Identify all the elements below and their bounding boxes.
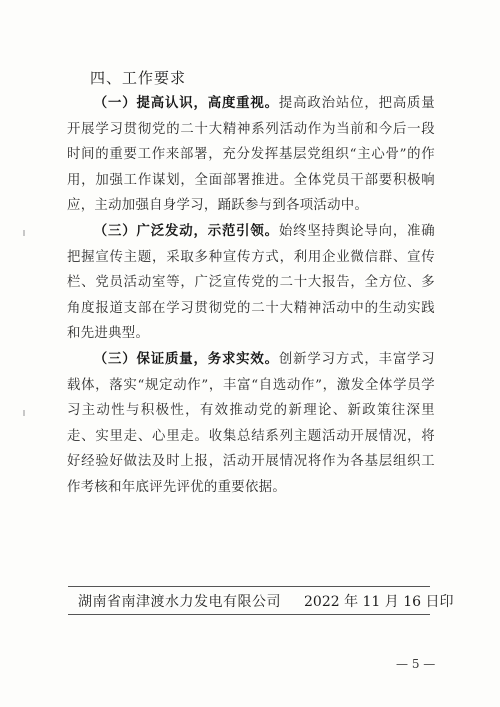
paragraph-lead: （三）保证质量，务求实效。 — [93, 351, 279, 367]
paragraph — [67, 219, 435, 347]
paragraph-text: 创新学习方式，丰富学习载体，落实“规定动作”，丰富“自选动作”，激发全体学员学习主动性与积极性，有效推动党的新理论、新政策往深里走、实里走、心里走。收集总结系列主题活动开展情况，将好经验好做法及时上报，活动开展情况将作为各基层组织工作考核和年底评先评优的重要依据。 — [67, 351, 435, 495]
paragraph — [67, 347, 435, 501]
footer-top-rule — [68, 586, 430, 587]
page-number: — 5 — — [396, 657, 436, 671]
paragraph — [67, 91, 435, 219]
paragraph-text: 提高政治站位，把高质量开展学习贯彻党的二十大精神系列活动作为当前和今后一段时间的重要工作来部署，充分发挥基层党组织“主心骨”的作用，加强工作谋划，全面部署推进。全体党员干部要积极响应，主动加强自身学习，踊跃参与到各项活动中。 — [67, 96, 435, 214]
paragraph-lead: （三）广泛发动，示范引领。 — [93, 223, 279, 239]
margin-mark — [23, 230, 25, 236]
margin-mark — [23, 410, 25, 416]
paragraph-lead: （一）提高认识，高度重视。 — [93, 96, 279, 111]
footer-print-date: 2022 年 11 月 16 日印 — [304, 594, 454, 610]
paragraph-text: 始终坚持舆论导向，准确把握宣传主题，采取多种宣传方式，利用企业微信群、宣传栏、党员活动室等，广泛宣传党的二十大报告，全方位、多角度报道支部在学习贯彻党的二十大精神活动中的生动实践和先进典型。 — [67, 223, 435, 342]
body-text — [67, 91, 435, 501]
footer-organization: 湖南省南津渡水力发电有限公司 — [78, 594, 281, 610]
section-heading: 四、工作要求 — [90, 69, 187, 87]
footer-bottom-rule — [68, 614, 430, 615]
